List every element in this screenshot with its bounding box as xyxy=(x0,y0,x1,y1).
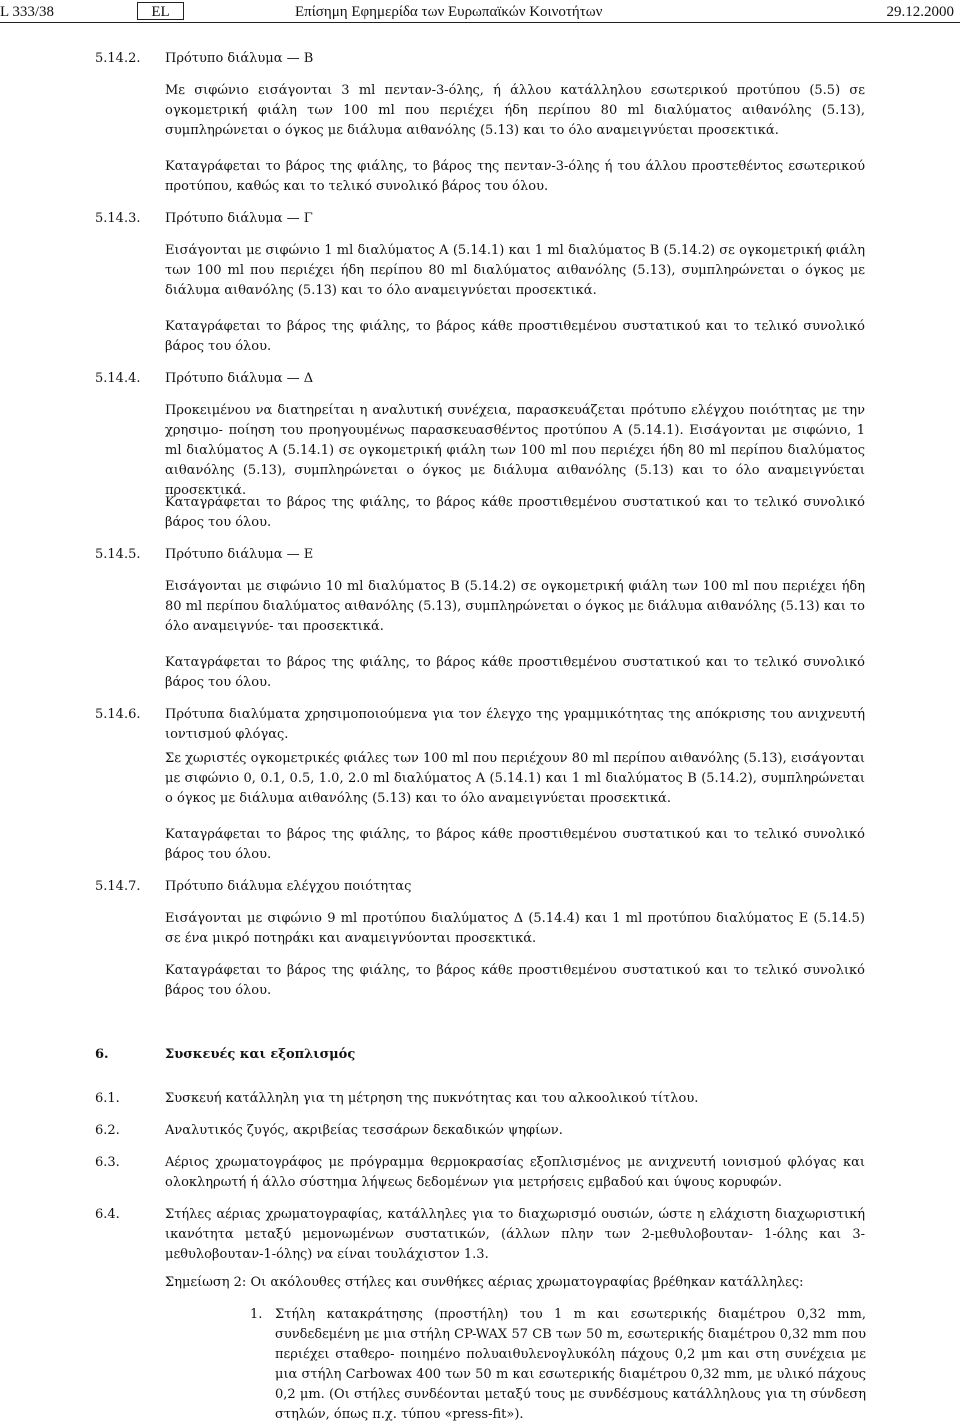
paragraph: Σε χωριστές ογκομετρικές φιάλες των 100 ml που περιέχουν 80 ml περίπου αιθανόλης (5.13), εισάγονται με σιφώνιο 0, 0.1, 0.5, 1.0, 2.0 ml διαλύματος Α (5.14.1) και 1 ml διαλύματος Β (5.14.2), συμπληρώνεται ο όγκος με διάλυμα αιθανόλης (5.13) και το όλο αναμειγνύεται προσεκτικά. xyxy=(165,751,865,806)
language-badge: EL xyxy=(137,2,184,20)
paragraph: Με σιφώνιο εισάγονται 3 ml πενταν-3-όλης, ή άλλου κατάλληλου εσωτερικού προτύπου (5.5) σε ογκομετρική φιάλη των 100 ml που περιέχει ήδη περίπου 80 ml διαλύματος αιθανόλης (5.13), συμπληρώνεται ο όγκος με διάλυμα αιθανόλης (5.13) και το όλο αναμειγνύεται προσεκτικά. xyxy=(165,83,865,138)
paragraph: Εισάγονται με σιφώνιο 10 ml διαλύματος Β (5.14.2) σε ογκομετρική φιάλη των 100 ml που περιέχει ήδη 80 ml περίπου διαλύματος αιθανόλης (5.13), συμπληρώνεται ο όγκος με διάλυμα αιθανόλης (5.13) και το όλο αναμειγνύε- ται προσεκτικά. xyxy=(165,579,865,634)
section-number: 5.14.6. xyxy=(95,707,141,722)
section-title: Πρότυπο διάλυμα — Γ xyxy=(165,211,313,226)
note: Σημείωση 2: Οι ακόλουθες στήλες και συνθήκες αέριας χρωματογραφίας βρέθηκαν κατάλληλες: xyxy=(165,1275,804,1290)
section-number: 5.14.2. xyxy=(95,51,141,66)
list-item: Στήλη κατακράτησης (προστήλη) του 1 m και εσωτερικής διαμέτρου 0,32 mm, συνδεδεμένη με μια στήλη CP-WAX 57 CB των 50 m, εσωτερικής διαμέτρου 0,32 mm που περιέχει σταθερο- ποιημένο πολυαιθυλενογλυκόλη πάχους 0,2 μm και στη συνέχεια με μια στήλη Carbowax 400 των 50 m και εσωτερικής διαμέτρου 0,32 mm, με υλικό πάχους 0,2 μm. (Οι στήλες συνδέονται μεταξύ τους με συνδέσμους κατάλληλους για τη σύνδεση στηλών, όπως π.χ. τύπου «press-fit»). xyxy=(275,1307,866,1422)
journal-title: Επίσημη Εφημερίδα των Ευρωπαϊκών Κοινοτήτων xyxy=(295,4,603,20)
section-title: Πρότυπο διάλυμα — Δ xyxy=(165,371,314,386)
paragraph: Καταγράφεται το βάρος της φιάλης, το βάρος κάθε προστιθεμένου συστατικού και το τελικό συνολικό βάρος του όλου. xyxy=(165,655,865,690)
section-number: 6.3. xyxy=(95,1155,120,1170)
section-number: 5.14.3. xyxy=(95,211,141,226)
section-title: Πρότυπο διάλυμα ελέγχου ποιότητας xyxy=(165,879,412,894)
paragraph: Αναλυτικός ζυγός, ακριβείας τεσσάρων δεκαδικών ψηφίων. xyxy=(165,1123,563,1138)
paragraph: Καταγράφεται το βάρος της φιάλης, το βάρος της πενταν-3-όλης ή του άλλου προστεθέντος εσωτερικού προτύπου, καθώς και το τελικό συνολικό βάρος του όλου. xyxy=(165,159,865,194)
list-item-number: 1. xyxy=(250,1307,263,1322)
section-number: 6.2. xyxy=(95,1123,120,1138)
section-number: 5.14.4. xyxy=(95,371,141,386)
chapter-title: Συσκευές και εξοπλισμός xyxy=(165,1047,356,1062)
paragraph: Εισάγονται με σιφώνιο 1 ml διαλύματος Α (5.14.1) και 1 ml διαλύματος Β (5.14.2) σε ογκομετρική φιάλη των 100 ml που περιέχει ήδη περίπου 80 ml διαλύματος αιθανόλης (5.13), συμπληρώνεται ο όγκος με διάλυμα αιθανόλης (5.13) και το όλο αναμειγνύεται προσεκτικά. xyxy=(165,243,865,298)
paragraph: Συσκευή κατάλληλη για τη μέτρηση της πυκνότητας και του αλκοολικού τίτλου. xyxy=(165,1091,699,1106)
section-title: Πρότυπο διάλυμα — Β xyxy=(165,51,314,66)
section-number: 6.1. xyxy=(95,1091,120,1106)
paragraph: Καταγράφεται το βάρος της φιάλης, το βάρος κάθε προστιθεμένου συστατικού και το τελικό συνολικό βάρος του όλου. xyxy=(165,319,865,354)
paragraph: Στήλες αέριας χρωματογραφίας, κατάλληλες για το διαχωρισμό ουσιών, ώστε η ελάχιστη διαχωριστική ικανότητα μεταξύ μεμονωμένων συστατικών, (άλλων πλην των 2-μεθυλοβουταν- 1-όλης και 3-μεθυλοβουταν-1-όλης) να είναι τουλάχιστον 1.3. xyxy=(165,1207,865,1262)
section-number: 5.14.5. xyxy=(95,547,141,562)
paragraph: Καταγράφεται το βάρος της φιάλης, το βάρος κάθε προστιθεμένου συστατικού και το τελικό συνολικό βάρος του όλου. xyxy=(165,495,865,530)
page-header xyxy=(0,0,960,20)
page-number: L 333/38 xyxy=(0,4,55,20)
section-title: Πρότυπο διάλυμα — Ε xyxy=(165,547,314,562)
paragraph: Καταγράφεται το βάρος της φιάλης, το βάρος κάθε προστιθεμένου συστατικού και το τελικό συνολικό βάρος του όλου. xyxy=(165,963,865,998)
chapter-number: 6. xyxy=(95,1047,109,1062)
paragraph: Πρότυπα διαλύματα χρησιμοποιούμενα για τον έλεγχο της γραμμικότητας της απόκρισης του ανιχνευτή ιοντισμού φλόγας. xyxy=(165,707,865,742)
paragraph: Εισάγονται με σιφώνιο 9 ml προτύπου διαλύματος Δ (5.14.4) και 1 ml προτύπου διαλύματος Ε (5.14.5) σε ένα μικρό ποτηράκι και αναμειγνύονται προσεκτικά. xyxy=(165,911,865,946)
section-number: 6.4. xyxy=(95,1207,120,1222)
paragraph: Προκειμένου να διατηρείται η αναλυτική συνέχεια, παρασκευάζεται πρότυπο ελέγχου ποιότητας με την χρησιμο- ποίηση του προηγουμένως παρασκευασθέντος προτύπου Α (5.14.1). Εισάγονται με σιφώνιο, 1 ml διαλύματος Α (5.14.1) σε ογκομετρική φιάλη των 100 ml που περιέχει ήδη 80 ml περίπου διαλύματος αιθανόλης (5.13), συμπληρώνεται ο όγκος με διάλυμα αιθανόλης (5.13) και το όλο αναμειγνύεται προσεκτικά. xyxy=(165,403,865,498)
paragraph: Αέριος χρωματογράφος με πρόγραμμα θερμοκρασίας εξοπλισμένος με ανιχνευτή ιονισμού φλόγας και ολοκληρωτή ή άλλο σύστημα λήψεως δεδομένων για μετρήσεις εμβαδού και ύψους κορυφών. xyxy=(165,1155,865,1190)
publication-date: 29.12.2000 xyxy=(886,4,954,20)
paragraph: Καταγράφεται το βάρος της φιάλης, το βάρος κάθε προστιθεμένου συστατικού και το τελικό συνολικό βάρος του όλου. xyxy=(165,827,865,862)
section-number: 5.14.7. xyxy=(95,879,141,894)
header-divider xyxy=(0,22,960,23)
